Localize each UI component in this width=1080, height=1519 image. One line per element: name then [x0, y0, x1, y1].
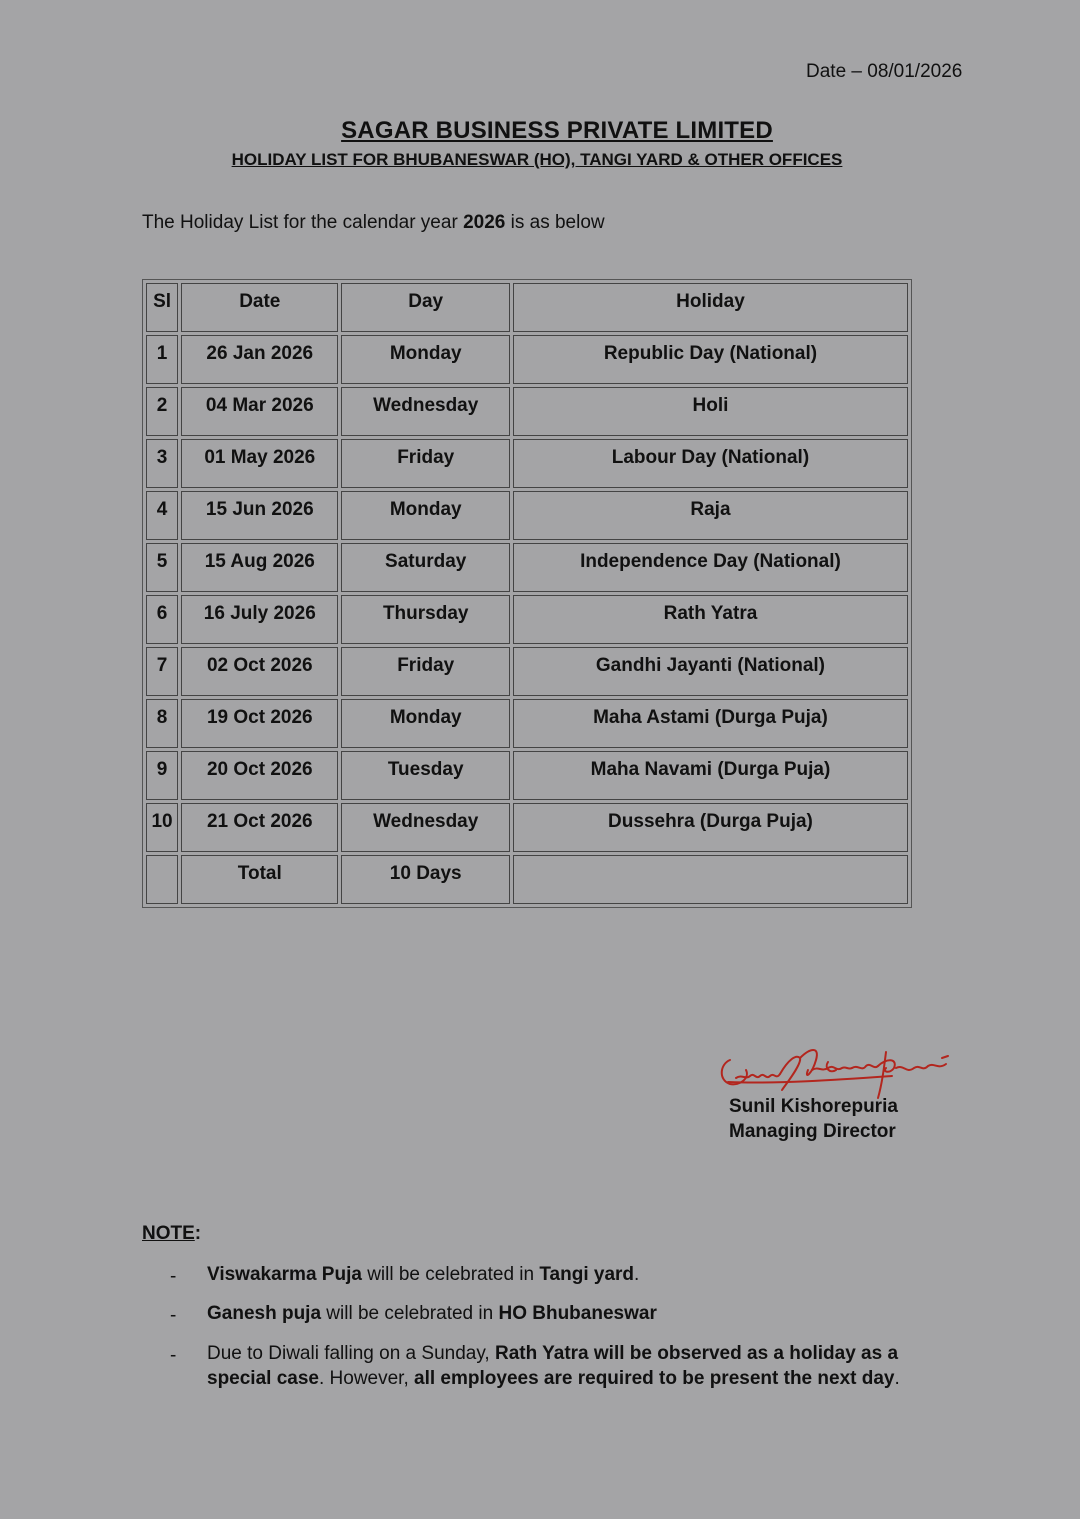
table-row	[146, 491, 908, 540]
note-emph: all employees are required to be present the next day	[414, 1368, 895, 1389]
note-colon: :	[194, 1223, 202, 1244]
cell-sl: 2	[146, 387, 178, 436]
cell-sl: 6	[146, 595, 178, 644]
note-plain: .	[634, 1264, 640, 1285]
cell-day: Friday	[341, 439, 509, 488]
holiday-table	[142, 279, 912, 908]
cell-holiday: Republic Day (National)	[513, 335, 908, 384]
note-plain: . However,	[318, 1368, 415, 1389]
cell-holiday: Holi	[513, 387, 908, 436]
cell-holiday: Raja	[513, 491, 908, 540]
cell-holiday: Maha Astami (Durga Puja)	[513, 699, 908, 748]
total-label: Total	[181, 855, 338, 904]
cell-date: 04 Mar 2026	[181, 387, 338, 436]
intro-year: 2026	[463, 212, 506, 233]
signature-image	[716, 1040, 956, 1100]
table-row	[146, 803, 908, 852]
cell-date: 21 Oct 2026	[181, 803, 338, 852]
cell-sl: 3	[146, 439, 178, 488]
cell-holiday: Independence Day (National)	[513, 543, 908, 592]
table-total-row	[146, 855, 908, 904]
header-sl: Sl	[146, 283, 178, 332]
cell-day: Tuesday	[341, 751, 509, 800]
table-row	[146, 699, 908, 748]
cell-day: Wednesday	[341, 387, 509, 436]
note-emph: Ganesh puja	[207, 1303, 322, 1324]
company-name: SAGAR BUSINESS PRIVATE LIMITED	[341, 117, 773, 144]
note-plain: Due to Diwali falling on a Sunday,	[207, 1343, 495, 1364]
note-emph: Viswakarma Puja	[207, 1264, 362, 1285]
note-plain: .	[894, 1368, 900, 1389]
cell-date: 26 Jan 2026	[181, 335, 338, 384]
cell-date: 15 Aug 2026	[181, 543, 338, 592]
cell-holiday: Dussehra (Durga Puja)	[513, 803, 908, 852]
note-plain: will be celebrated in	[361, 1264, 540, 1285]
note-emph: HO Bhubaneswar	[498, 1303, 657, 1324]
cell-date: 02 Oct 2026	[181, 647, 338, 696]
cell-day: Thursday	[341, 595, 509, 644]
intro-text	[142, 212, 605, 234]
cell-date: 01 May 2026	[181, 439, 338, 488]
cell-day: Monday	[341, 491, 509, 540]
table-row	[146, 387, 908, 436]
note-emph: Tangi yard	[539, 1264, 635, 1285]
cell-holiday: Maha Navami (Durga Puja)	[513, 751, 908, 800]
signer-title: Managing Director	[729, 1121, 896, 1142]
table-row	[146, 751, 908, 800]
cell-sl-empty	[146, 855, 178, 904]
note-bullet: -	[170, 1305, 177, 1326]
cell-holiday: Labour Day (National)	[513, 439, 908, 488]
note-title: NOTE	[142, 1223, 195, 1244]
cell-holiday: Rath Yatra	[513, 595, 908, 644]
cell-date: 15 Jun 2026	[181, 491, 338, 540]
header-date: Date	[181, 283, 338, 332]
document-date: Date – 08/01/2026	[806, 61, 963, 82]
cell-sl: 5	[146, 543, 178, 592]
table-row	[146, 543, 908, 592]
header-day: Day	[341, 283, 509, 332]
total-value: 10 Days	[341, 855, 509, 904]
cell-day: Friday	[341, 647, 509, 696]
note-heading	[142, 1223, 201, 1245]
cell-sl: 10	[146, 803, 178, 852]
document-subtitle: HOLIDAY LIST FOR BHUBANESWAR (HO), TANGI YARD & OTHER OFFICES	[231, 150, 843, 169]
note-plain: will be celebrated in	[321, 1303, 499, 1324]
signer-name: Sunil Kishorepuria	[729, 1096, 898, 1117]
cell-sl: 7	[146, 647, 178, 696]
cell-date: 20 Oct 2026	[181, 751, 338, 800]
note-text	[207, 1341, 947, 1391]
cell-sl: 8	[146, 699, 178, 748]
note-bullet: -	[170, 1266, 177, 1287]
cell-holiday-empty	[513, 855, 908, 904]
signer-block	[729, 1094, 898, 1144]
table-row	[146, 439, 908, 488]
cell-sl: 4	[146, 491, 178, 540]
cell-day: Wednesday	[341, 803, 509, 852]
table-header-row	[146, 283, 908, 332]
cell-day: Saturday	[341, 543, 509, 592]
cell-day: Monday	[341, 335, 509, 384]
note-bullet: -	[170, 1345, 177, 1366]
cell-holiday: Gandhi Jayanti (National)	[513, 647, 908, 696]
header-holiday: Holiday	[513, 283, 908, 332]
note-emph: Rath Yatra will be observed as a holiday as a special case	[207, 1343, 899, 1389]
cell-sl: 9	[146, 751, 178, 800]
cell-day: Monday	[341, 699, 509, 748]
cell-sl: 1	[146, 335, 178, 384]
table-row	[146, 595, 908, 644]
intro-before: The Holiday List for the calendar year	[142, 212, 464, 233]
cell-date: 16 July 2026	[181, 595, 338, 644]
table-row	[146, 647, 908, 696]
intro-after: is as below	[505, 212, 605, 233]
cell-date: 19 Oct 2026	[181, 699, 338, 748]
table-row	[146, 335, 908, 384]
note-text	[207, 1262, 947, 1287]
note-text	[207, 1301, 947, 1326]
